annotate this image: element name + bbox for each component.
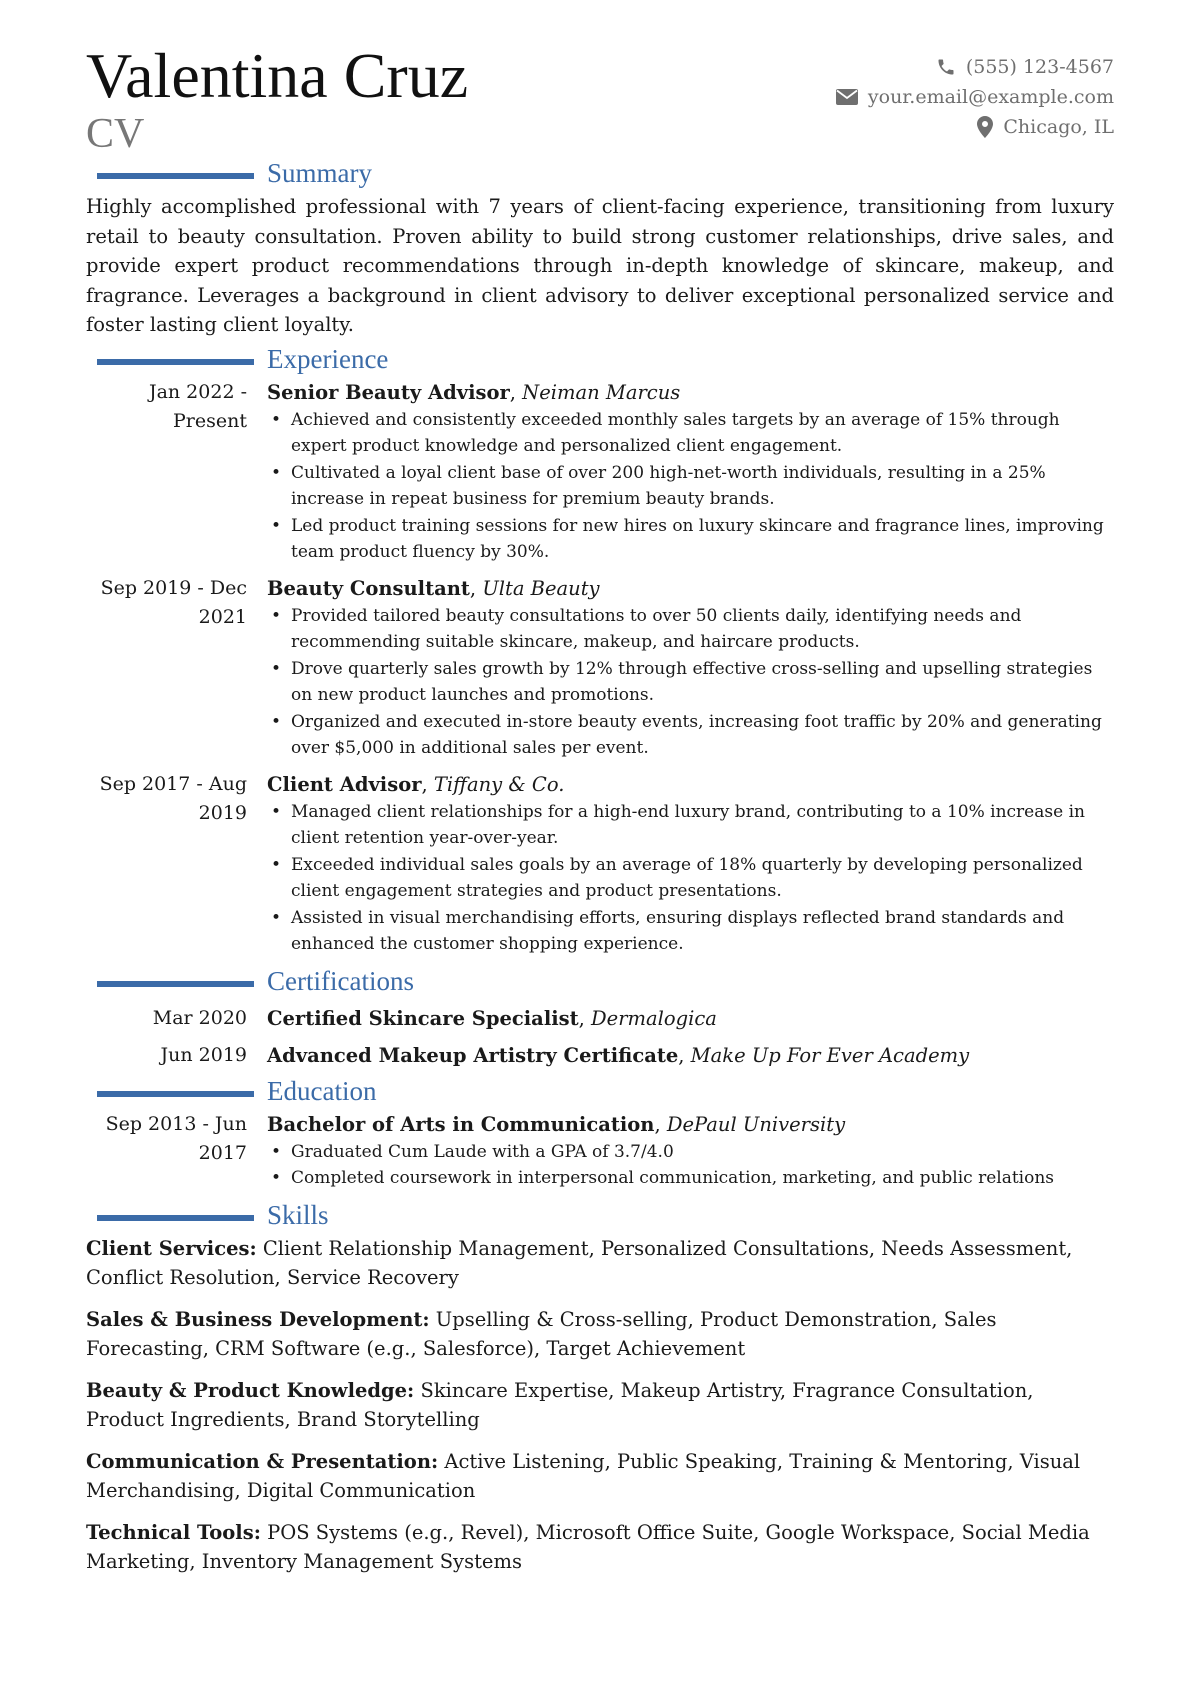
envelope-icon (836, 89, 858, 105)
employer: Neiman Marcus (522, 380, 681, 404)
phone-icon (936, 57, 956, 77)
employer: Tiffany & Co. (433, 772, 565, 796)
section-header-education (86, 1076, 1114, 1110)
email-link[interactable]: your.email@example.com (867, 86, 1114, 108)
bullet-item: • Assisted in visual merchandising efforts, ensuring displays reflected brand standards and enhanced the customer shopping experience. (291, 905, 1114, 958)
section-rule (97, 981, 254, 987)
bullet-list (267, 407, 1114, 566)
skill-group (86, 1234, 1114, 1292)
bullet-item: • Provided tailored beauty consultations to over 50 clients daily, identifying needs and recommending suitable skincare, makeup, and haircare products. (291, 603, 1114, 656)
skill-label: Communication & Presentation: (86, 1449, 439, 1473)
entry-title: Beauty Consultant, Ulta Beauty (267, 576, 600, 600)
summary-text: Highly accomplished professional with 7 years of client-facing experience, transitioning from luxury retail to beauty consultation. Proven ability to build strong customer relationships, drive sales, and provide expert product recommendations through in-depth knowledge of skincare, makeup, and fragrance. Leverages a background in client advisory to deliver exceptional personalized service and foster lasting client loyalty. (86, 195, 1114, 336)
skill-list: Active Listening, Public Speaking, Training & Mentoring, Visual Merchandising, Digital Communication (86, 1449, 1081, 1502)
entry-date: Sep 2017 - Aug 2019 (99, 772, 247, 824)
skill-list: Skincare Expertise, Makeup Artistry, Fragrance Consultation, Product Ingredients, Brand Storytelling (86, 1378, 1034, 1431)
section-title: Experience (267, 343, 389, 374)
entry-date: Mar 2020 (152, 1006, 247, 1029)
bullet-item: • Led product training sessions for new hires on luxury skincare and fragrance lines, improving team product fluency by 30%. (291, 513, 1114, 566)
bullet-item: • Managed client relationships for a high-end luxury brand, contributing to a 10% increase in client retention year-over-year. (291, 799, 1114, 852)
bullet-list (267, 799, 1114, 958)
section-header-summary (86, 158, 1114, 192)
certification-name: Advanced Makeup Artistry Certificate (267, 1043, 679, 1067)
skill-list: Upselling & Cross-selling, Product Demonstration, Sales Forecasting, CRM Software (e.g., Salesforce), Target Achievement (86, 1307, 997, 1360)
bullet-item: • Drove quarterly sales growth by 12% through effective cross-selling and upselling strategies on new product launches and promotions. (291, 656, 1114, 709)
certification-entry (86, 1000, 1114, 1037)
skill-group (86, 1305, 1114, 1363)
entry-date: Sep 2013 - Jun 2017 (105, 1112, 247, 1164)
location-pin-icon (977, 116, 993, 138)
employer: Ulta Beauty (482, 576, 600, 600)
issuer: Make Up For Ever Academy (690, 1043, 970, 1067)
experience-entry (86, 378, 1114, 566)
entry-title: Advanced Makeup Artistry Certificate, Make Up For Ever Academy (267, 1043, 970, 1067)
person-name: Valentina Cruz (86, 40, 469, 111)
certification-entry (86, 1037, 1114, 1074)
skill-group (86, 1518, 1114, 1576)
bullet-item: • Exceeded individual sales goals by an average of 18% quarterly by developing personalized client engagement strategies and product presentations. (291, 852, 1114, 905)
entry-date: Jan 2022 - Present (148, 380, 247, 432)
phone-text[interactable]: (555) 123-4567 (965, 56, 1114, 78)
job-title: Beauty Consultant (267, 576, 470, 600)
skill-label: Client Services: (86, 1236, 257, 1260)
section-rule (97, 1091, 254, 1097)
section-rule (97, 359, 254, 365)
bullet-list (267, 603, 1114, 762)
experience-entry (86, 574, 1114, 762)
contact-location (836, 112, 1114, 142)
location-text: Chicago, IL (1003, 116, 1114, 138)
contact-email (836, 82, 1114, 112)
job-title: Senior Beauty Advisor (267, 380, 510, 404)
resume-header (86, 40, 1114, 156)
bullet-item: • Cultivated a loyal client base of over 200 high-net-worth individuals, resulting in a 25% increase in repeat business for premium beauty brands. (291, 460, 1114, 513)
skill-list: POS Systems (e.g., Revel), Microsoft Office Suite, Google Workspace, Social Media Marketing, Inventory Management Systems (86, 1520, 1090, 1573)
entry-title: Client Advisor, Tiffany & Co. (267, 772, 565, 796)
bullet-item: • Completed coursework in interpersonal communication, marketing, and public relations (291, 1165, 1114, 1192)
section-title: Education (267, 1075, 377, 1106)
bullet-item: • Organized and executed in-store beauty events, increasing foot traffic by 20% and generating over $5,000 in additional sales per event. (291, 709, 1114, 762)
section-header-certifications (86, 966, 1114, 1000)
contact-phone (836, 52, 1114, 82)
issuer: Dermalogica (591, 1006, 717, 1030)
bullet-item: • Achieved and consistently exceeded monthly sales targets by an average of 15% through expert product knowledge and personalized client engagement. (291, 407, 1114, 460)
entry-title: Certified Skincare Specialist, Dermalogica (267, 1006, 717, 1030)
degree: Bachelor of Arts in Communication (267, 1112, 655, 1136)
certification-name: Certified Skincare Specialist (267, 1006, 579, 1030)
resume-page (86, 40, 1114, 1589)
section-title: Summary (267, 158, 372, 188)
section-title: Skills (267, 1199, 329, 1230)
skill-label: Sales & Business Development: (86, 1307, 430, 1331)
entry-title: Bachelor of Arts in Communication, DePaul University (267, 1112, 846, 1136)
skill-group (86, 1376, 1114, 1434)
skill-label: Beauty & Product Knowledge: (86, 1378, 415, 1402)
bullet-item: • Graduated Cum Laude with a GPA of 3.7/4.0 (291, 1139, 1114, 1166)
document-subtitle: CV (86, 111, 145, 157)
institution: DePaul University (666, 1112, 846, 1136)
section-header-experience (86, 344, 1114, 378)
entry-date: Sep 2019 - Dec 2021 (100, 576, 247, 628)
bullet-list (267, 1139, 1114, 1192)
skill-label: Technical Tools: (86, 1520, 261, 1544)
skill-list: Client Relationship Management, Personalized Consultations, Needs Assessment, Conflict Resolution, Service Recovery (86, 1236, 1073, 1289)
entry-date: Jun 2019 (160, 1043, 247, 1066)
entry-title: Senior Beauty Advisor, Neiman Marcus (267, 380, 681, 404)
section-title: Certifications (267, 965, 414, 996)
job-title: Client Advisor (267, 772, 422, 796)
section-rule (97, 173, 254, 179)
contact-block (836, 52, 1114, 142)
skill-group (86, 1447, 1114, 1505)
experience-entry (86, 770, 1114, 958)
section-rule (97, 1215, 254, 1221)
section-header-skills (86, 1200, 1114, 1234)
education-entry (86, 1110, 1114, 1192)
